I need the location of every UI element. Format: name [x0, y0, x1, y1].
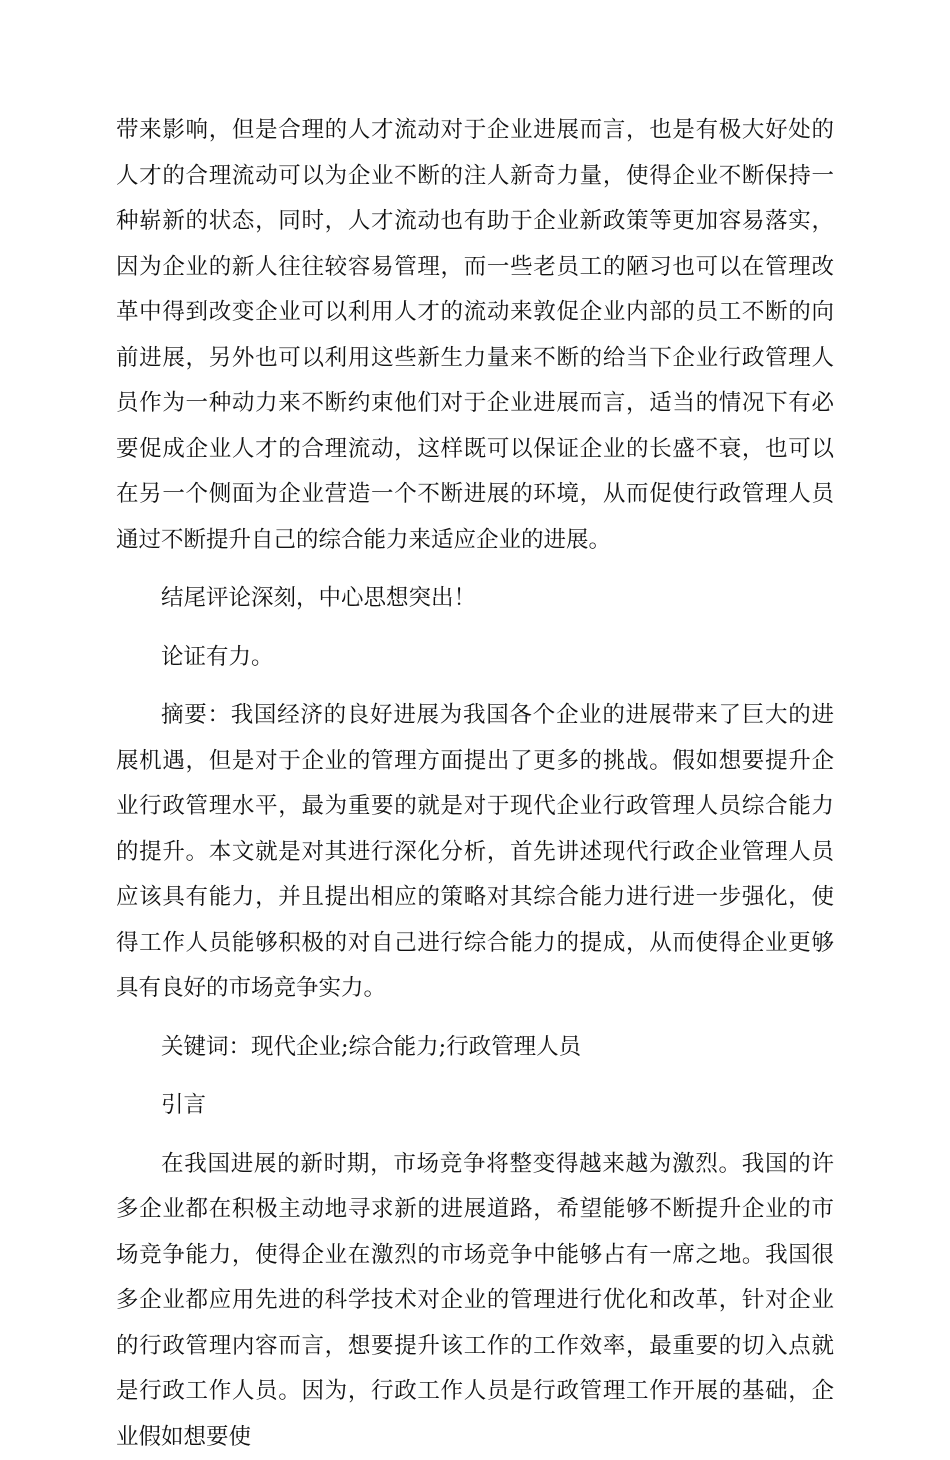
paragraph-comment-conclusion: 结尾评论深刻，中心思想突出！	[116, 576, 834, 622]
paragraph-gap	[116, 622, 834, 635]
paragraph-gap	[116, 680, 834, 693]
paragraph-keywords: 关键词：现代企业;综合能力;行政管理人员	[116, 1025, 834, 1071]
section-heading-introduction: 引言	[116, 1083, 834, 1129]
paragraph-talent-flow: 带来影响，但是合理的人才流动对于企业进展而言，也是有极大好处的人才的合理流动可以为企业不断的注人新奇力量，使得企业不断保持一种崭新的状态，同时，人才流动也有助于企业新政策等更加容易落实，因为企业的新人往往较容易管理，而一些老员工的陋习也可以在管理改革中得到改变企业可以利用人才的流动来敦促企业内部的员工不断的向前进展，另外也可以利用这些新生力量来不断的给当下企业行政管理人员作为一种动力来不断约束他们对于企业进展而言，适当的情况下有必要促成企业人才的合理流动，这样既可以保证企业的长盛不衰，也可以在另一个侧面为企业营造一个不断进展的环境，从而促使行政管理人员通过不断提升自己的综合能力来适应企业的进展。	[116, 108, 834, 563]
paragraph-introduction: 在我国进展的新时期，市场竞争将整变得越来越为激烈。我国的许多企业都在积极主动地寻求新的进展道路，希望能够不断提升企业的市场竞争能力，使得企业在激烈的市场竞争中能够占有一席之地。我国很多企业都应用先进的科学技术对企业的管理进行优化和改革，针对企业的行政管理内容而言，想要提升该工作的工作效率，最重要的切入点就是行政工作人员。因为，行政工作人员是行政管理工作开展的基础，企业假如想要使	[116, 1142, 834, 1460]
document-body	[116, 108, 834, 1460]
paragraph-gap	[116, 1012, 834, 1025]
paragraph-gap	[116, 1129, 834, 1142]
paragraph-gap	[116, 563, 834, 576]
paragraph-abstract: 摘要：我国经济的良好进展为我国各个企业的进展带来了巨大的进展机遇，但是对于企业的管理方面提出了更多的挑战。假如想要提升企业行政管理水平，最为重要的就是对于现代企业行政管理人员综合能力的提升。本文就是对其进行深化分析，首先讲述现代行政企业管理人员应该具有能力，并且提出相应的策略对其综合能力进行进一步强化，使得工作人员能够积极的对自己进行综合能力的提成，从而使得企业更够具有良好的市场竞争实力。	[116, 693, 834, 1012]
paragraph-comment-argument: 论证有力。	[116, 635, 834, 681]
paragraph-gap	[116, 1070, 834, 1083]
